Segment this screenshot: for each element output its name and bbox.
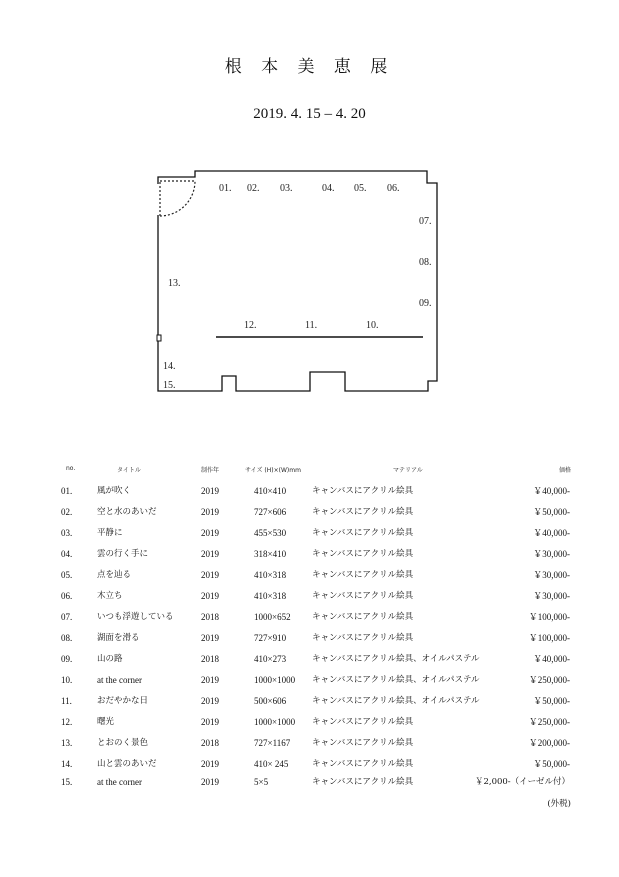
row-no: 01. (61, 486, 73, 496)
row-material: キャンバスにアクリル絵具 (312, 507, 414, 517)
row-no: 12. (61, 717, 73, 727)
row-material: キャンバスにアクリル絵具、オイルパステル (312, 696, 480, 706)
row-size: 727×910 (254, 633, 287, 643)
row-material: キャンバスにアクリル絵具 (312, 528, 414, 538)
row-year: 2019 (201, 528, 219, 538)
row-title: いつも浮遊している (97, 612, 174, 622)
wall-label-07: 07. (419, 216, 432, 227)
row-no: 08. (61, 633, 73, 643)
wall-label-06: 06. (387, 183, 400, 194)
table-row (0, 611, 619, 627)
row-title: 点を辿る (97, 570, 132, 580)
row-title: 木立ち (97, 591, 123, 601)
row-size: 500×606 (254, 696, 287, 706)
wall-label-04: 04. (322, 183, 335, 194)
row-size: 5×5 (254, 777, 269, 787)
row-year: 2019 (201, 777, 219, 787)
row-no: 06. (61, 591, 73, 601)
row-year: 2019 (201, 696, 219, 706)
row-price: ￥250,000- (528, 717, 570, 727)
wall-label-01: 01. (219, 183, 232, 194)
row-price: ￥250,000- (528, 675, 570, 685)
row-material: キャンバスにアクリル絵具、オイルパステル (312, 654, 480, 664)
row-title: 山の路 (97, 654, 123, 664)
row-price: ￥50,000- (533, 507, 570, 517)
wall-fixture (157, 335, 161, 341)
tax-note: (外税) (547, 799, 571, 809)
row-material: キャンバスにアクリル絵具 (312, 486, 414, 496)
row-year: 2019 (201, 549, 219, 559)
row-size: 1000×1000 (254, 717, 296, 727)
table-row (0, 716, 619, 732)
wall-label-11: 11. (305, 320, 318, 331)
row-title: とおのく景色 (97, 738, 149, 748)
row-title: 空と水のあいだ (97, 507, 157, 517)
row-year: 2018 (201, 738, 219, 748)
table-row (0, 506, 619, 522)
row-material: キャンバスにアクリル絵具 (312, 612, 414, 622)
row-no: 05. (61, 570, 73, 580)
row-year: 2019 (201, 675, 219, 685)
row-year: 2019 (201, 633, 219, 643)
row-year: 2018 (201, 654, 219, 664)
table-row (0, 590, 619, 606)
table-row (0, 695, 619, 711)
gallery-outer-wall (158, 171, 437, 391)
wall-label-13: 13. (168, 278, 181, 289)
wall-label-10: 10. (366, 320, 379, 331)
row-title: at the corner (97, 777, 142, 787)
row-title: 曙光 (97, 717, 115, 727)
row-year: 2019 (201, 570, 219, 580)
row-price: ￥2,000-（イーゼル付） (474, 777, 570, 787)
wall-label-14: 14. (163, 361, 176, 372)
table-row (0, 737, 619, 753)
row-price: ￥50,000- (533, 696, 570, 706)
row-material: キャンバスにアクリル絵具、オイルパステル (312, 675, 480, 685)
row-price: ￥30,000- (533, 570, 570, 580)
row-title: 雲の行く手に (97, 549, 149, 559)
row-size: 1000×1000 (254, 675, 296, 685)
wall-label-09: 09. (419, 298, 432, 309)
row-size: 410×318 (254, 591, 287, 601)
header-year: 制作年 (201, 467, 220, 474)
table-row (0, 485, 619, 501)
exhibition-title: 根 本 美 恵 展 (224, 57, 395, 77)
row-price: ￥40,000- (533, 654, 570, 664)
table-row (0, 632, 619, 648)
row-price: ￥100,000- (528, 633, 570, 643)
row-material: キャンバスにアクリル絵具 (312, 591, 414, 601)
table-header (0, 465, 619, 481)
row-year: 2019 (201, 759, 219, 769)
wall-label-03: 03. (280, 183, 293, 194)
row-no: 14. (61, 759, 73, 769)
row-title: 風が吹く (97, 486, 132, 496)
row-material: キャンバスにアクリル絵具 (312, 549, 414, 559)
row-material: キャンバスにアクリル絵具 (312, 738, 414, 748)
row-title: 平静に (97, 528, 123, 538)
wall-label-15: 15. (163, 380, 176, 391)
row-no: 15. (61, 777, 73, 787)
row-title: 山と雲のあいだ (97, 759, 157, 769)
row-price: ￥40,000- (533, 486, 570, 496)
row-no: 03. (61, 528, 73, 538)
row-size: 1000×652 (254, 612, 291, 622)
row-year: 2019 (201, 507, 219, 517)
wall-label-05: 05. (354, 183, 367, 194)
row-size: 727×606 (254, 507, 287, 517)
row-size: 318×410 (254, 549, 287, 559)
row-size: 410×273 (254, 654, 287, 664)
door-swing-arc (160, 181, 195, 216)
row-size: 727×1167 (254, 738, 291, 748)
wall-label-08: 08. (419, 257, 432, 268)
row-no: 11. (61, 696, 72, 706)
row-no: 10. (61, 675, 73, 685)
row-price: ￥200,000- (528, 738, 570, 748)
row-material: キャンバスにアクリル絵具 (312, 717, 414, 727)
row-material: キャンバスにアクリル絵具 (312, 777, 414, 787)
header-material: マテリアル (393, 467, 423, 474)
row-title: 湖面を滑る (97, 633, 140, 643)
row-price: ￥100,000- (528, 612, 570, 622)
row-price: ￥30,000- (533, 549, 570, 559)
row-year: 2019 (201, 486, 219, 496)
table-row (0, 674, 619, 690)
table-row (0, 776, 619, 792)
row-no: 09. (61, 654, 73, 664)
row-title: おだやかな日 (97, 696, 149, 706)
table-row (0, 758, 619, 774)
row-material: キャンバスにアクリル絵具 (312, 759, 414, 769)
row-price: ￥30,000- (533, 591, 570, 601)
row-year: 2018 (201, 612, 219, 622)
row-price: ￥50,000- (533, 759, 570, 769)
header-size: サイズ (H)×(W)mm (245, 467, 301, 474)
row-size: 410×410 (254, 486, 287, 496)
header-no: no. (66, 465, 76, 472)
table-row (0, 569, 619, 585)
row-no: 02. (61, 507, 73, 517)
header-title: タイトル (117, 467, 141, 474)
row-material: キャンバスにアクリル絵具 (312, 570, 414, 580)
exhibition-dates: 2019. 4. 15 – 4. 20 (253, 106, 366, 122)
header-price: 価格 (558, 467, 571, 474)
row-price: ￥40,000- (533, 528, 570, 538)
row-no: 13. (61, 738, 73, 748)
row-no: 04. (61, 549, 73, 559)
table-row (0, 653, 619, 669)
row-material: キャンバスにアクリル絵具 (312, 633, 414, 643)
table-row (0, 527, 619, 543)
row-size: 410× 245 (254, 759, 289, 769)
row-year: 2019 (201, 717, 219, 727)
wall-label-02: 02. (247, 183, 260, 194)
table-row (0, 548, 619, 564)
wall-label-12: 12. (244, 320, 257, 331)
row-no: 07. (61, 612, 73, 622)
row-title: at the corner (97, 675, 142, 685)
row-size: 410×318 (254, 570, 287, 580)
row-size: 455×530 (254, 528, 287, 538)
row-year: 2019 (201, 591, 219, 601)
